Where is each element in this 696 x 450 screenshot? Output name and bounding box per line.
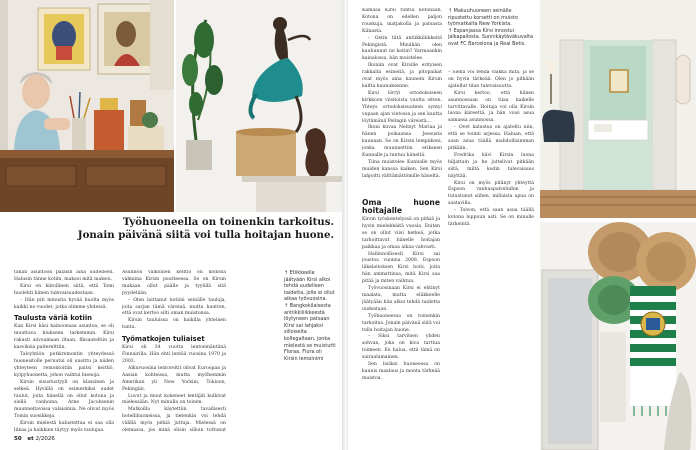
paragraph: – Ostin tätä antiikkiliikkeitä Pekingistä. Minähän olen kauhunnut ne kotiin? Varmaankin kainalossa, hän muistelee. [362,35,442,62]
paragraph: Kirsin työskentelyssä on pitkiä ja hyvin mielekkäitä vuosia. Eniten se on ollut viisi hetkeä, jotka tarkoittavat hänelle hoitajan paikkaa ja omaa aikaa vahvasti. [362,217,440,250]
right-column-1 [362,8,442,194]
left-column-1 [14,270,114,432]
paragraph: – Siksi tarvitsen yhden sohvan, joka on kiva tarttua toimeen. En halua, että tämä on sairaalamainen. [362,334,440,361]
dresser-photo [540,222,696,450]
bedroom-photo [540,0,696,218]
paragraph: Kirsi on kiitollinen siitä, että Tomi huolehti hänen tulevaisuudestaan. [14,283,114,296]
paragraph: Asunnon valkoinen keittiö on kodissa valmiina Kirsin puutteessa. Se on Kirsin mukaan ollut päälle ja tyylillä sitä pyydetään. [122,270,226,296]
right-column-1b [362,196,440,442]
bedroom-photo-illustration [540,0,696,218]
paragraph: tähän asuntoon palasin aina uudelleen. Halusin tänne kotiin, maksoi mitä maksoi. [14,270,114,282]
issue-number: 2/2026 [35,436,55,442]
headline-line-1: Työhuoneella on toinenkin tarkoitus. [122,216,334,228]
paragraph: Ikoniin ovat Kirsille erityisen rakkaita esineitä, ja pitopaikat ovat myös aina kaunein Kirsin kaltta kaunuksenne. [362,63,442,89]
paragraph: Tiina muistelee Kunnalle myös muiden kanssa kaiken. Sen Kirsi lahjoitti välttämättömille häneltä. [362,159,442,179]
paragraph: Kirsi oli 34 vuotta lentoemäntänä Finnairilla. Hän ehti lentää vuosina 1970 ja 2003. [122,345,226,364]
paragraph: Alkuvuosina lentoreitit olivat Euroopan ja Aasian kohteissa, mutta myöhemmin Amerikan yli New Yorkiin, Tokioon, Pekingiin. [122,365,226,392]
sculpture-photo-illustration [176,0,342,212]
paragraph: Hallinnollisesti Kirsi sai joustoa vuonna 2008. Espoon liikelaitoksen Kirsi hoiti, joita hän ammattinsa, mitä Kirsi saa pitää ja miten vaihtuu. [362,251,440,285]
left-column-2 [122,270,226,432]
paragraph: Työvuosinaan Kirsi ei ehtinyt maalata, mutta eläkkeelle jäätyään hän alkoi tehdä taidetta uudestaan. [362,286,440,312]
paragraph: Kirsi on myös pitänyt yhteyttä Espoon vanhuspalveluihin ja tutustunut siihen, millaista apua on saatavilla. [448,180,534,207]
paragraph: – Olen laittanut kotiini seinälle tauluja, joita sarjan tämä väreinä, mutta hautten, että ovat kertoo silti oman muistonsa. [122,297,226,317]
right-column-2 [448,70,534,442]
paragraph: Luvut ja muut kokeneet lentäjät kulkivat mielessään. Nyt minulla on toinen. [122,393,226,406]
paragraph: – Toivon, että saan asua täällä kotona loppuun asti. Se on minulle tärkeintä. [448,208,534,227]
right-page [348,0,696,450]
studio-photo [0,0,174,212]
paragraph: Taloyhtiön putkiremontin yhteydessä huoneistolle peruutui oli uusittu ja niiden yhteyteen remontoitiin paitsi keittiö, kylpyhuonetta, johon vaihtui hienoja. [14,352,114,378]
magazine-name: et [27,436,34,442]
paragraph: Kun Kirsi käsi kainoonsaa asuntoa, se oli muuttava hiukseen tarkemmin. Kirsi rakasti siivoamaan iltaan, fiksauteltiin ja kasviksia paiterelttiin. [14,324,114,351]
paragraph: – Siellä voi tehdä vaikka mitä, ja se on hyvin tärkeää. Olen jo pitkään ajatellut tilan tulevaisuutta. [448,70,534,89]
left-page [0,0,342,450]
paragraph: Ikoni kuvaa Neitsyt Mariaa ja hänen poikaansa Jeesusta kaunaan. Se on Kirsin lempiikoni, jonka muunnettiin erikseen Kunnalle ja tuntuu häneltä. [362,125,442,159]
paragraph: Kämasa Kirsi tuntui kotonaan. Kotona on edellen paljon rouskuja, matjakolla ja patsasta Kiinasta. [362,8,442,34]
subheading: Työmatkojen tuliaiset [122,335,205,344]
studio-photo-illustration [0,0,174,212]
paragraph: Työhuoneessa on toinenkin tarkoitus. Jonain päivänä siitä voi tulla hoitajan huone. [362,313,440,333]
paragraph: Kirsin mielestä kalustettua ei saa olla liikaa ja kaikkien täytyy myös taulujaa. [14,421,114,432]
right-caption: ↑ Makuuhuoneen seinälle ripustettu korsetti on muisto työmatkalta New Yorkista. ↑ Espanjassa Kirsi innostui jalkapallosta. Sunnikäytäväkuvalta ovat FC Barcelona ja Real Betis. [448,8,533,47]
paragraph: Fredrika kävi Kirsin luona hiljattain ja he juttelivat pitkään siitä, miltä kodin tulevaisuus näyttää. [448,152,534,179]
folio [14,436,55,442]
paragraph: – Ovet kalustus on ajateltu niin, että se toimii arjessa. Haluan, että saan asua täällä mahdollisimman pitkään. [448,125,534,151]
dresser-photo-illustration [540,222,696,450]
left-caption: ↑ Etiikkeelle jäätyään Kirsi alkoi tehdä uudelleen taidetta, jolle ei ollut aikaa työvuosina. ↑ Bangkokilaisesta antiikkiliikkeestä löytyneen patsaan Kirsi sai lahjaksi silloiselta kollegaltaan, jonka mielestä se muistutti Floraa. Flora oli Kirsin lempinimi [284,270,336,360]
paragraph: Matkoilla käytettiin tavallisesti hotellihuoneissa, ja tietenkin voi tehdä välillä myös pitkiä juttuja. Mielessä on olemassa, jos minä olisin silloin tottunut [122,407,226,432]
paragraph: Kirsin sisustustyyli on klassinen ja selkeä. Hyvällä on esimerkiksi uudet taulut, joita hänellä on ollut kotona ja siellä vanhoina. Arne Jacobsenin muunneltavissa valaisimia. Ne olivat myös Tomin suosikkeja. [14,379,114,420]
paragraph: Kirsin tauluissa on kaikilla yhteinen tuntu. [122,318,226,331]
page-number: 50 [14,436,22,442]
paragraph: Kirsi lörryi ortodoksiseen kirkkoon viisitoista vuotta sitten. Yhteys ortodoksisuuteen syntyi vapaan ajan vietossa ja sen kautta löytämänä Pelingin väreistä... [362,90,442,124]
paragraph: – Hän piti minusta hyvää huolta myös kaikki ne vuodet, jotka olimme yhdessä. [14,297,114,310]
headline-line-2: Jonain päivänä siitä voi tulla hoitajan huone. [77,229,334,241]
subheading: Taulusta väriä kotiin [14,314,93,323]
paragraph: Sen lisäksi huoneessa on kaunis maalaus ja monta tärkeää muistoa. [362,362,440,381]
headline [8,216,334,242]
sculpture-photo [176,0,342,212]
paragraph: Kirsi kertoo, että hänen asunnossaan on tilaa kaikelle tarvittavalle. Hoitaja voi olla Kirsin luona kiireettä, ja hän voisi asua samassa asunnossa. [448,90,534,124]
subheading: Oma huone hoitajalle [362,198,440,215]
